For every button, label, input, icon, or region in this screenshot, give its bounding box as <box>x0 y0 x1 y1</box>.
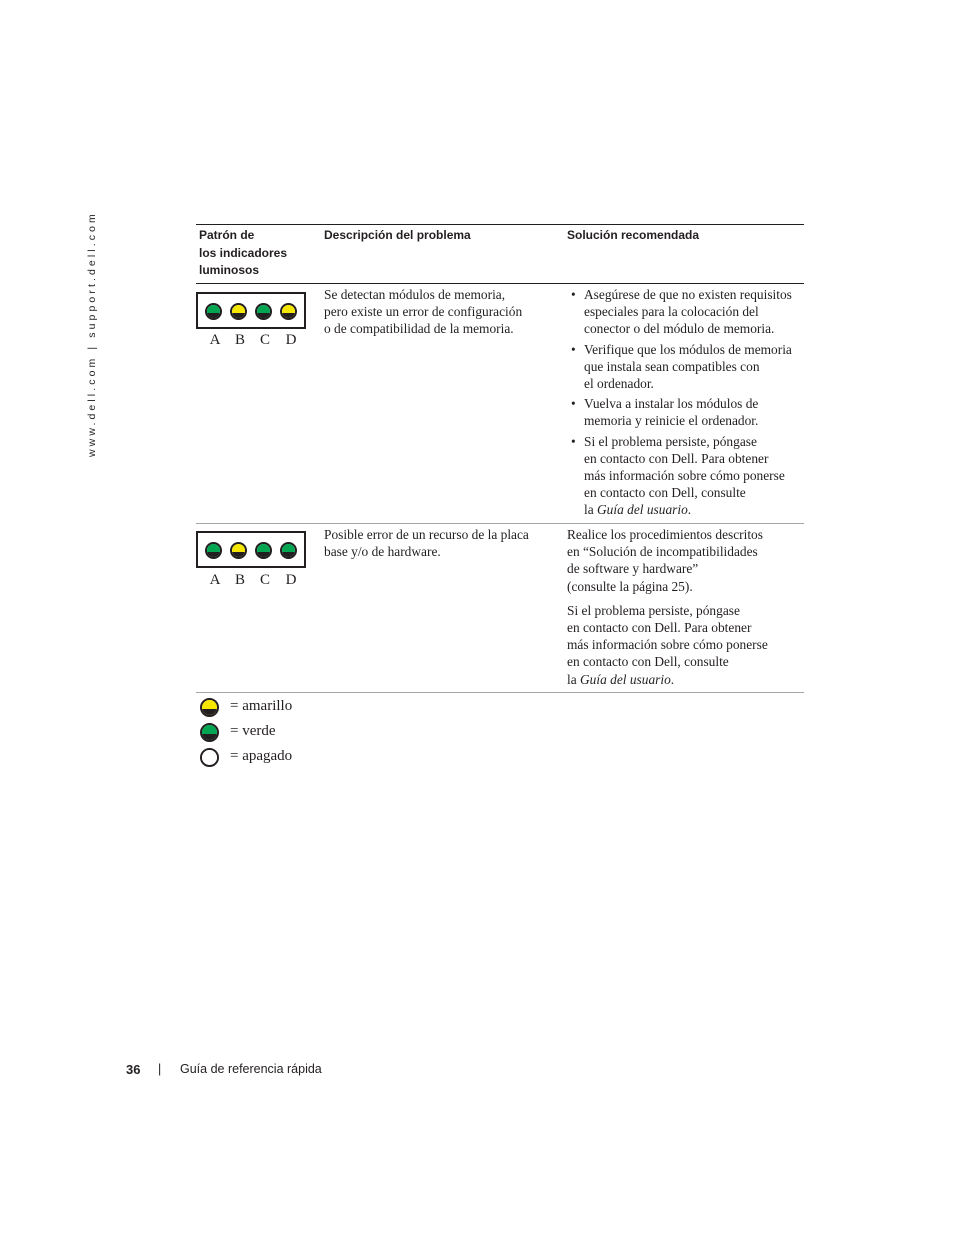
guide-reference: Guía del usuario <box>597 502 688 518</box>
footer-title: Guía de referencia rápida <box>180 1062 322 1076</box>
row-divider <box>196 523 804 524</box>
table-top-rule <box>196 224 804 225</box>
led-a-indicator <box>205 542 222 559</box>
led-b-indicator <box>230 303 247 320</box>
led-c-indicator <box>255 303 272 320</box>
led-label-c: C <box>259 572 270 588</box>
header-description: Descripción del problema <box>324 228 471 242</box>
led-b-indicator <box>230 542 247 559</box>
side-url: www.dell.com | support.dell.com <box>86 211 98 457</box>
led-a-indicator <box>205 303 222 320</box>
solution-bullet: • Verifique que los módulos de memoria que instala sean compatibles con el ordenador. <box>571 341 792 392</box>
header-pattern: Patrón de los indicadores luminosos <box>199 228 288 277</box>
led-label-c: C <box>259 332 270 348</box>
led-label-d: D <box>285 332 297 348</box>
row1-solution <box>567 286 804 522</box>
row2-solution <box>567 526 804 688</box>
solution-bullet: • Vuelva a instalar los módulos de memoria y reinicie el ordenador. <box>571 396 759 429</box>
green-led-icon <box>200 723 219 742</box>
header-solution: Solución recomendada <box>567 228 700 242</box>
solution-paragraph: Si el problema persiste, póngase en contacto con Dell. Para obtener más información sobre cómo ponerse en contacto con Dell, consulte la Guía del usuario. <box>567 602 768 687</box>
row2-description: Posible error de un recurso de la placa base y/o de hardware. <box>324 527 529 560</box>
solution-bullet: • Si el problema persiste, póngase en contacto con Dell. Para obtener más información sobre cómo ponerse en contacto con Dell, consulte la Guía del usuario. <box>571 433 785 518</box>
led-label-a: A <box>209 332 221 348</box>
led-label-a: A <box>209 572 221 588</box>
led-label-b: B <box>234 332 245 348</box>
led-d-indicator <box>280 542 297 559</box>
page-number: 36 <box>126 1062 141 1077</box>
footer-separator: | <box>158 1062 162 1076</box>
guide-reference: Guía del usuario <box>580 671 671 687</box>
solution-bullet: • Asegúrese de que no existen requisitos especiales para la colocación del conector o del módulo de memoria. <box>571 287 792 337</box>
led-c-indicator <box>255 542 272 559</box>
solution-paragraph: Realice los procedimientos descritos en “Solución de incompatibilidades de software y hardware” (consulte la página 25). <box>567 527 763 594</box>
led-panel-row1 <box>196 292 306 329</box>
yellow-led-icon <box>200 698 219 717</box>
off-led-icon <box>200 748 219 767</box>
header-bottom-rule <box>196 283 804 284</box>
table-bottom-rule <box>196 692 804 693</box>
led-panel-row2 <box>196 531 306 568</box>
led-label-b: B <box>234 572 245 588</box>
led-d-indicator <box>280 303 297 320</box>
row1-description: Se detectan módulos de memoria, pero existe un error de configuración o de compatibilidad de la memoria. <box>324 287 523 337</box>
led-label-d: D <box>285 572 297 588</box>
